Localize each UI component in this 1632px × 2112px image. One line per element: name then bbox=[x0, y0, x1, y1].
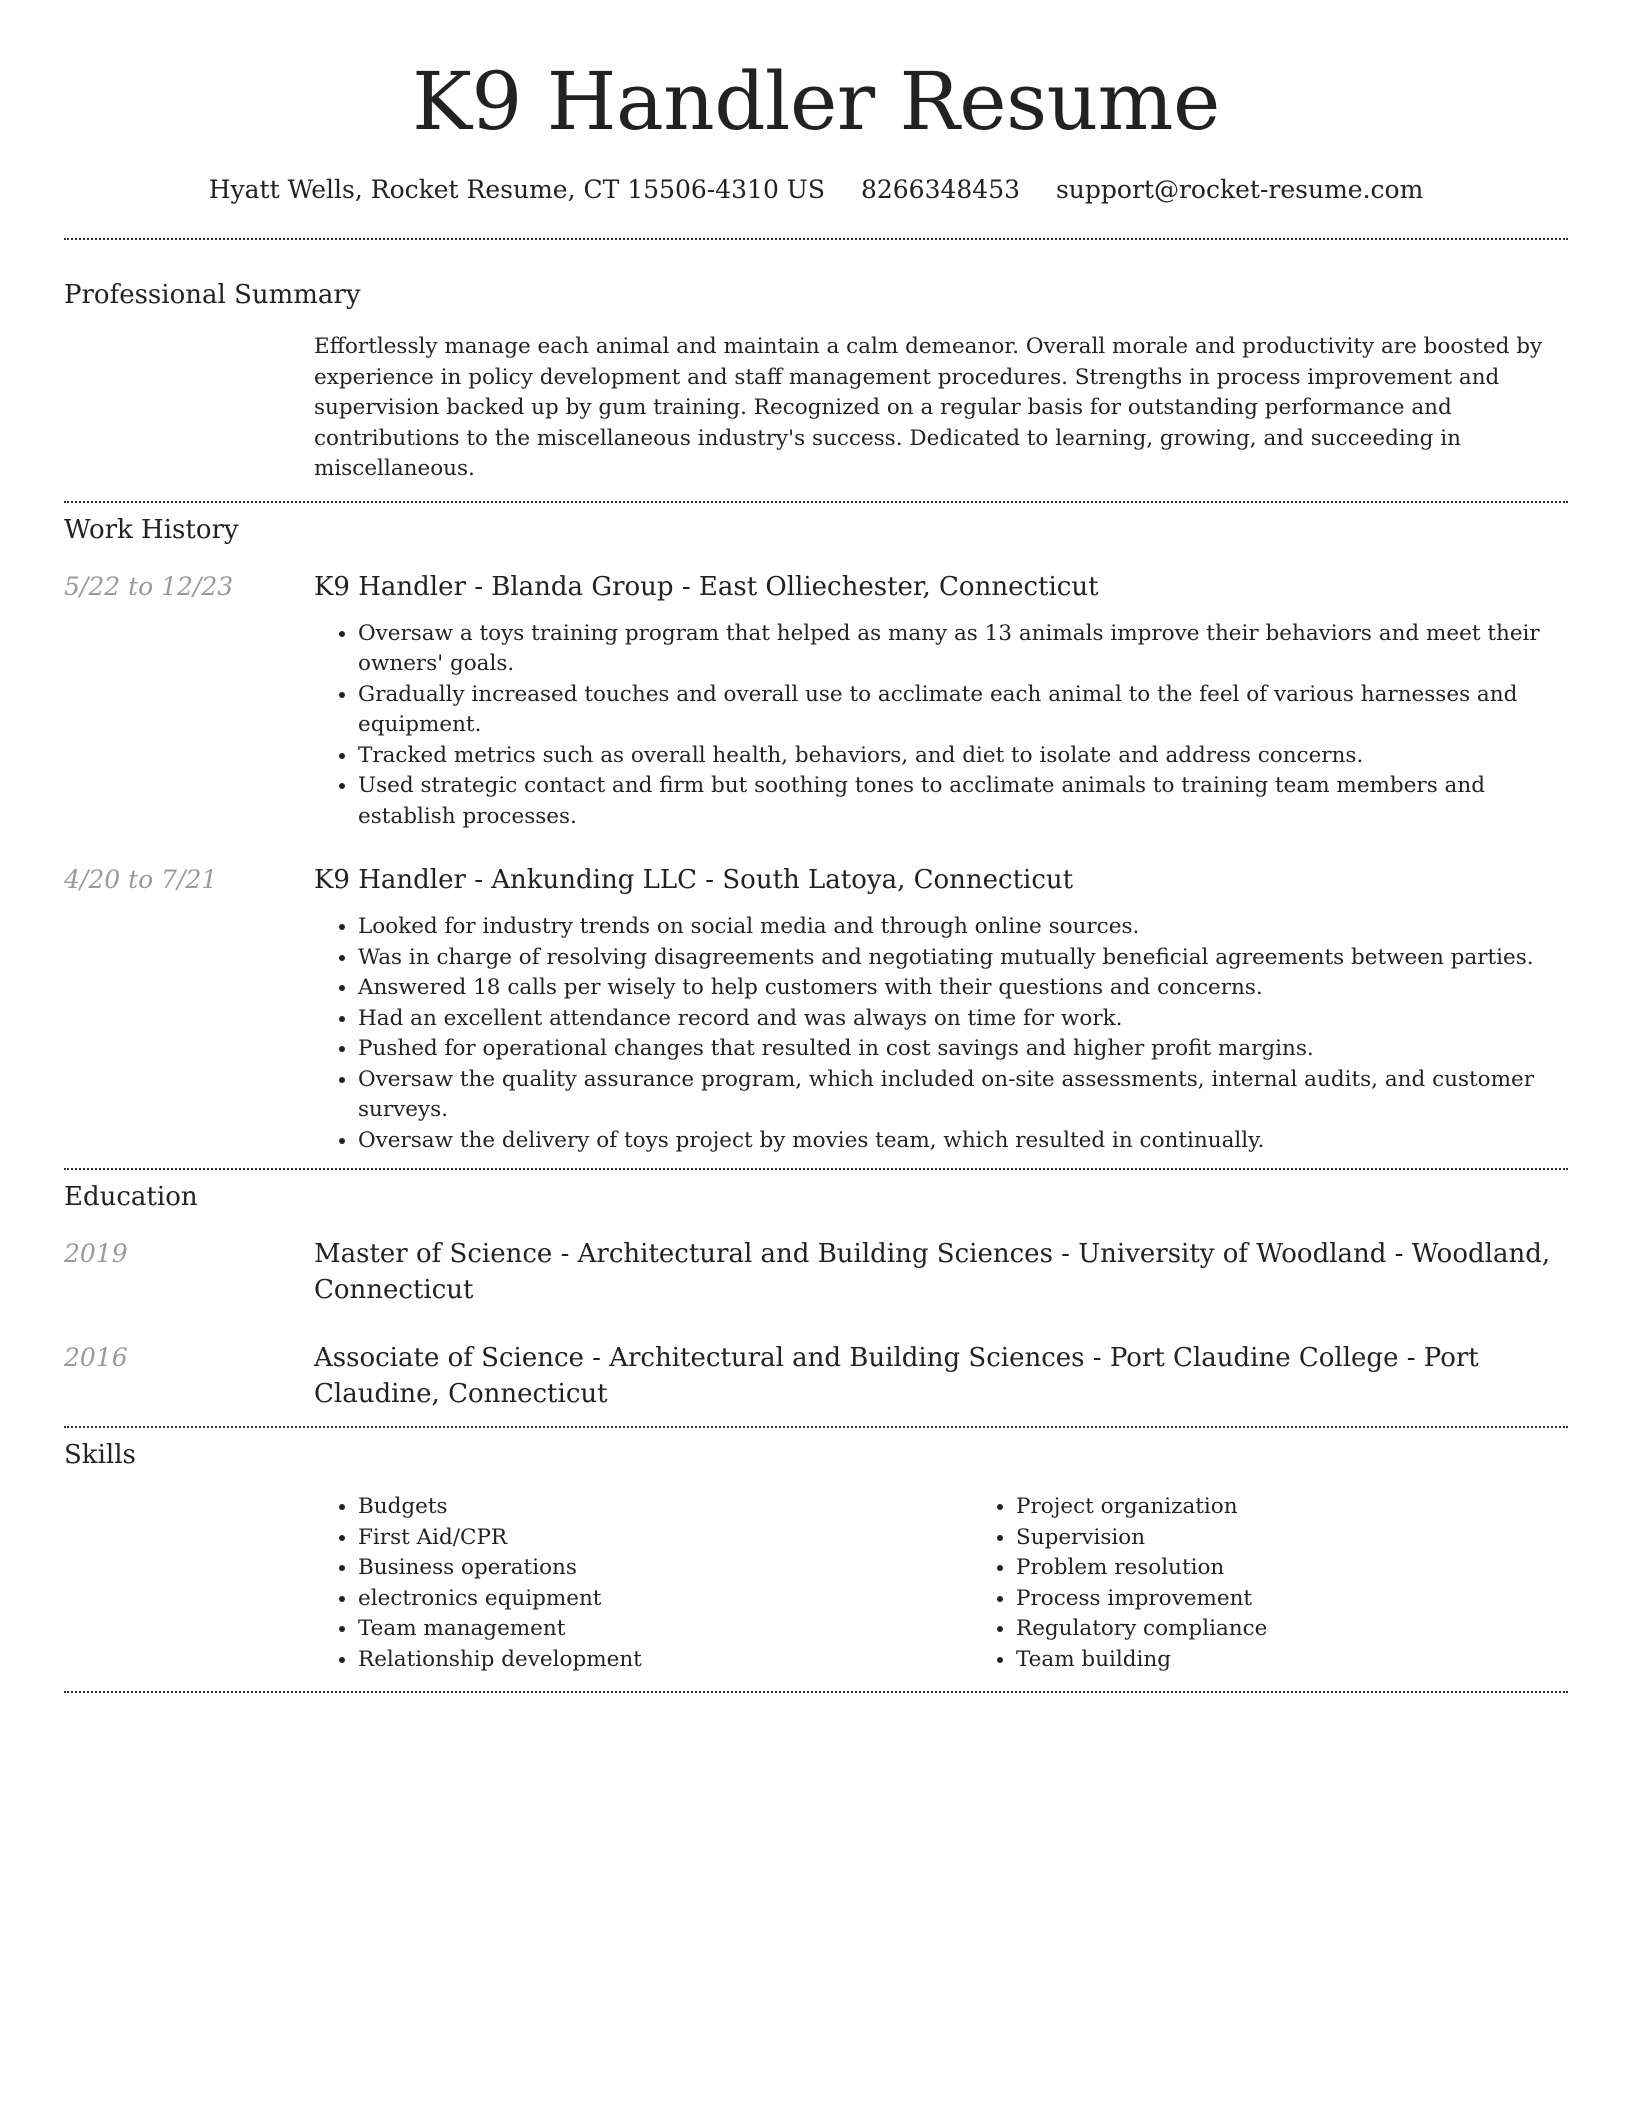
list-item: • Team management bbox=[358, 1614, 972, 1645]
job-title: K9 Handler - Ankunding LLC - South Latoya, Connecticut bbox=[314, 865, 1074, 895]
page-title: K9 Handler Resume bbox=[412, 55, 1220, 148]
list-item: • Team building bbox=[1016, 1645, 1630, 1676]
skills-columns bbox=[314, 1492, 1630, 1675]
skills-list bbox=[972, 1492, 1630, 1675]
education-section bbox=[64, 1170, 1568, 1426]
education-year: 2019 bbox=[64, 1239, 128, 1268]
list-item: • Gradually increased touches and overall use to acclimate each animal to the feel of various harnesses and equipment. bbox=[358, 680, 1568, 741]
education-entry bbox=[64, 1236, 1568, 1308]
list-item: • Answered 18 calls per wisely to help customers with their questions and concerns. bbox=[358, 973, 1568, 1004]
education-heading: Education bbox=[64, 1182, 198, 1212]
list-item: • Oversaw the delivery of toys project by movies team, which resulted in continually. bbox=[358, 1126, 1568, 1157]
list-item: • electronics equipment bbox=[358, 1584, 972, 1615]
summary-section bbox=[64, 240, 1568, 501]
contact-address: Hyatt Wells, Rocket Resume, CT 15506-4310 US bbox=[208, 175, 825, 204]
list-item: • Project organization bbox=[1016, 1492, 1630, 1523]
skills-list bbox=[314, 1492, 972, 1675]
list-item: • Tracked metrics such as overall health, behaviors, and diet to isolate and address concerns. bbox=[358, 741, 1568, 772]
list-item: • Oversaw a toys training program that helped as many as 13 animals improve their behaviors and meet their owners' goals. bbox=[358, 619, 1568, 680]
list-item: • First Aid/CPR bbox=[358, 1523, 972, 1554]
summary-heading: Professional Summary bbox=[64, 280, 361, 310]
work-history-section bbox=[64, 503, 1568, 1169]
job-entry bbox=[64, 569, 1568, 833]
list-item: • Problem resolution bbox=[1016, 1553, 1630, 1584]
list-item: • Oversaw the quality assurance program, which included on-site assessments, internal audits, and customer surveys. bbox=[358, 1065, 1568, 1126]
job-bullets bbox=[314, 619, 1568, 833]
list-item: • Looked for industry trends on social media and through online sources. bbox=[358, 912, 1568, 943]
list-item: • Pushed for operational changes that resulted in cost savings and higher profit margins. bbox=[358, 1034, 1568, 1065]
resume-header bbox=[64, 0, 1568, 208]
job-entry bbox=[64, 862, 1568, 1156]
list-item: • Business operations bbox=[358, 1553, 972, 1584]
divider bbox=[64, 1691, 1568, 1693]
contact-email: support@rocket-resume.com bbox=[1055, 175, 1424, 204]
work-history-heading: Work History bbox=[64, 514, 239, 545]
job-dates: 4/20 to 7/21 bbox=[64, 865, 218, 894]
skills-heading: Skills bbox=[64, 1440, 136, 1470]
list-item: • Process improvement bbox=[1016, 1584, 1630, 1615]
contact-line bbox=[64, 172, 1568, 208]
list-item: • Supervision bbox=[1016, 1523, 1630, 1554]
skills-section bbox=[64, 1428, 1568, 1691]
summary-text: Effortlessly manage each animal and maintain a calm demeanor. Overall morale and productivity are boosted by experience in policy development and staff management procedures. Strengths in process improvement and supervision backed up by gum training. Recognized on a regular basis for outstanding performance and contributions to the miscellaneous industry's success. Dedicated to learning, growing, and succeeding in miscellaneous. bbox=[314, 334, 1543, 481]
list-item: • Had an excellent attendance record and was always on time for work. bbox=[358, 1004, 1568, 1035]
job-dates: 5/22 to 12/23 bbox=[64, 571, 234, 601]
list-item: • Was in charge of resolving disagreements and negotiating mutually beneficial agreements between parties. bbox=[358, 943, 1568, 974]
education-degree: Associate of Science - Architectural and Building Sciences - Port Claudine College - Port Claudine, Connecticut bbox=[314, 1343, 1479, 1409]
education-degree: Master of Science - Architectural and Building Sciences - University of Woodland - Woodland, Connecticut bbox=[314, 1239, 1551, 1305]
education-year: 2016 bbox=[64, 1343, 128, 1372]
contact-phone: 8266348453 bbox=[860, 175, 1021, 204]
job-bullets bbox=[314, 912, 1568, 1156]
job-title: K9 Handler - Blanda Group - East Olliechester, Connecticut bbox=[314, 571, 1099, 602]
education-entry bbox=[64, 1340, 1568, 1412]
list-item: • Budgets bbox=[358, 1492, 972, 1523]
list-item: • Regulatory compliance bbox=[1016, 1614, 1630, 1645]
list-item: • Relationship development bbox=[358, 1645, 972, 1676]
list-item: • Used strategic contact and firm but soothing tones to acclimate animals to training team members and establish processes. bbox=[358, 771, 1568, 832]
